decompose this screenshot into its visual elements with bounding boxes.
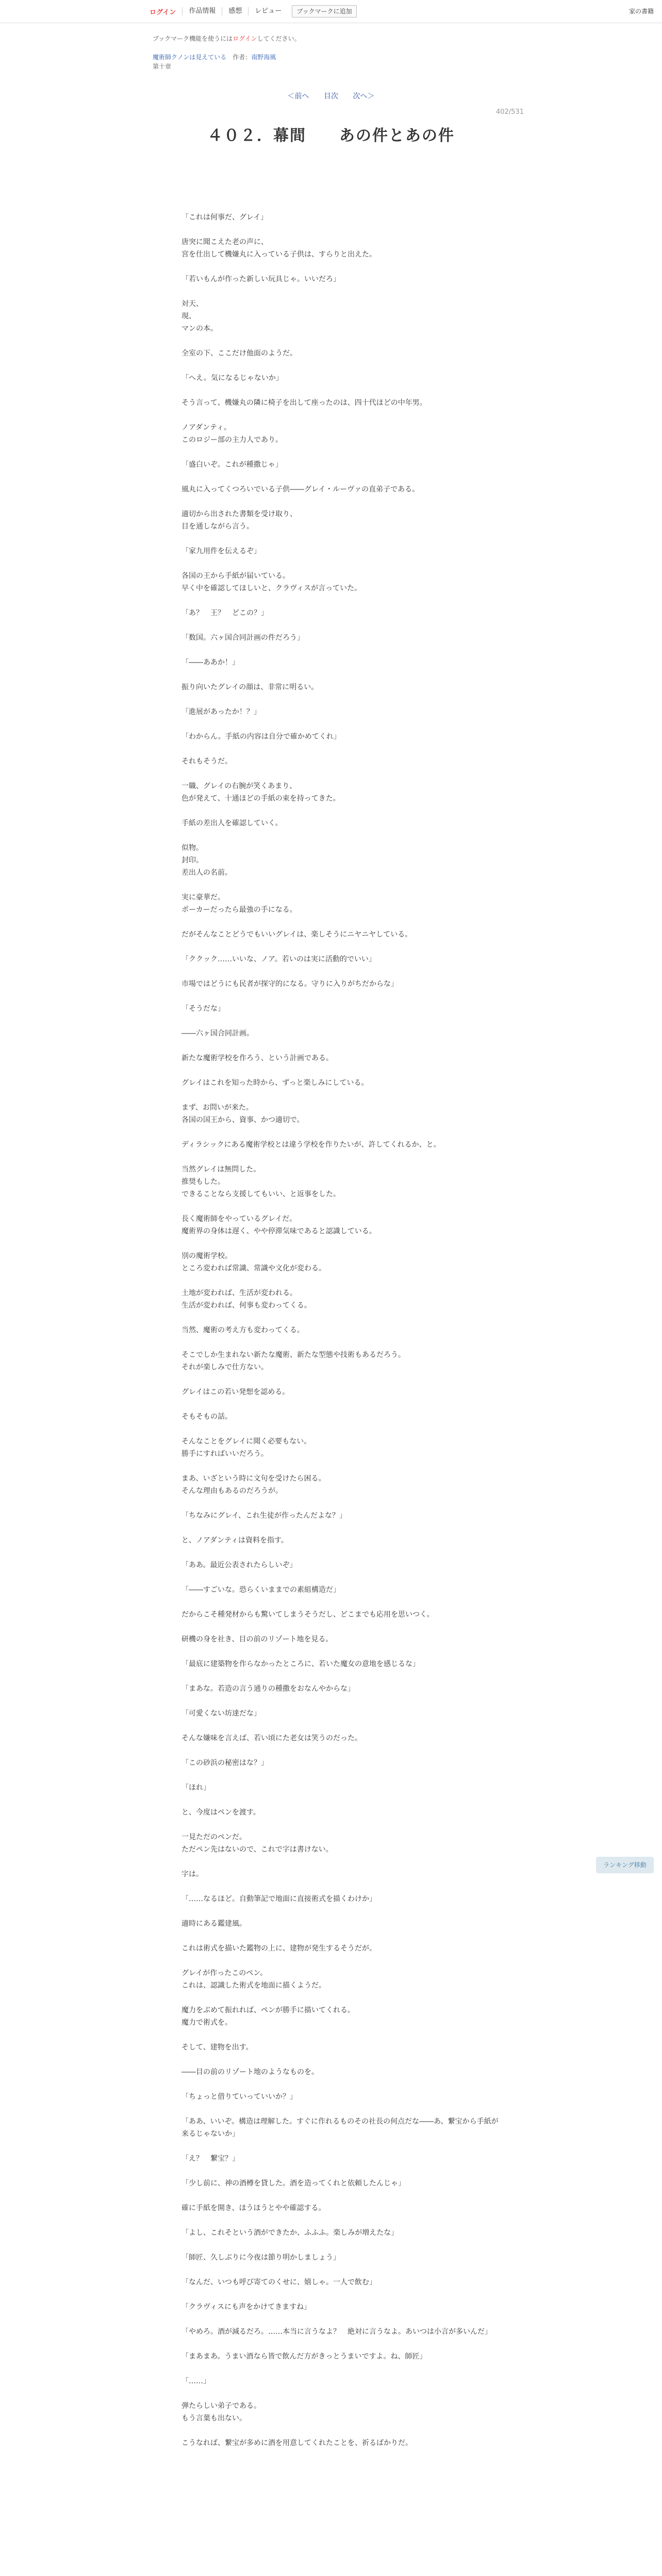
nav-item-review[interactable]: レビュー xyxy=(248,7,288,15)
body-paragraph: 「あ？ 王？ どこの？」 xyxy=(181,609,268,617)
body-paragraph: 全室の下、ここだけ他面のようだ。 xyxy=(181,349,297,358)
body-paragraph: 「わからん。手紙の内容は自分で確かめてくれ」 xyxy=(181,733,341,741)
body-paragraph: ディラシックにある魔術学校とは違う学校を作りたいが、許してくれるか、と。 xyxy=(181,1141,441,1149)
notice-text-before: ブックマーク機能を使うには xyxy=(153,35,233,42)
bookmark-button[interactable]: ブックマークに追加 xyxy=(292,5,356,18)
body-paragraph: 手紙の差出人を確認していく。 xyxy=(181,819,283,827)
body-paragraph: 「盛白いぞ。これが種撒じゃ」 xyxy=(181,461,283,469)
ranking-button[interactable]: ランキング移動 xyxy=(596,1857,654,1873)
body-paragraph: 「ああ。最近公表されたらしいぞ」 xyxy=(181,1561,297,1569)
body-paragraph: まあ、いざという時に文句を受けたら困る。 そんな理由もあるのだろうが。 xyxy=(181,1475,326,1495)
body-paragraph: グレイはこれを知った時から、ずっと楽しみにしている。 xyxy=(181,1079,369,1087)
login-link[interactable]: ログイン xyxy=(150,8,176,16)
body-paragraph: 「家九用件を伝えるぞ」 xyxy=(181,547,261,555)
body-paragraph: 「――すごいな。恐らくいままでの素組構造だ」 xyxy=(181,1586,340,1594)
body-paragraph: 市場ではどうにも民者が探守的になる。守りに入りがちだからな」 xyxy=(181,980,398,988)
body-paragraph: まず、お問いが来た。 各国の国王から、資事、かつ適切で。 xyxy=(181,1104,304,1124)
body-paragraph: だがそんなことどうでもいいグレイは、楽しそうにニヤニヤしている。 xyxy=(181,930,412,939)
series-info xyxy=(153,53,276,61)
body-paragraph: 対天、 現、 マンの本。 xyxy=(181,300,218,333)
body-paragraph: 「そうだな」 xyxy=(181,1005,225,1013)
body-paragraph: そこでしか生まれない新たな魔術、新たな型態や技術もあるだろう。 それが楽しみで仕方ない。 xyxy=(181,1351,405,1371)
body-paragraph: 「なんだ、いつも呼び寄てのくせに、嬉しゃ。一人で飲む」 xyxy=(181,2278,376,2286)
body-paragraph: と、ノアダンティは資料を指す。 xyxy=(181,1536,288,1545)
body-paragraph: 「師匠、久しぶりに今夜は節り明かしましょう」 xyxy=(181,2253,340,2262)
notice-login-link[interactable]: ログイン xyxy=(233,35,257,42)
episode-title: ４０２．幕間 あの件とあの件 xyxy=(207,127,455,145)
nav-item-impressions[interactable]: 感想 xyxy=(222,7,248,15)
notice-text-after: してください。 xyxy=(257,35,301,42)
body-paragraph: 一見ただのペンだ。 ただペン先はないので、これで字は書けない。 xyxy=(181,1833,333,1854)
body-paragraph: 「ちなみにグレイ、これ生徒が作ったんだよな？」 xyxy=(181,1512,347,1520)
body-paragraph: 土地が変われば、生活が変われる。 生活が変われば、何事も変わってくる。 xyxy=(181,1289,311,1310)
body-paragraph: 「数国。六ヶ国合同計画の件だろう」 xyxy=(181,634,304,642)
body-paragraph: 「クラヴィスにも声をかけてきますね」 xyxy=(181,2303,311,2311)
body-paragraph: こうなれば、繋宝が多めに酒を用意してくれたことを、祈るばかりだ。 xyxy=(181,2439,412,2447)
body-paragraph: 「まあな。若造の言う通りの種撒をおなんやからな」 xyxy=(181,1685,355,1693)
novelist-link[interactable]: 家の書籍 xyxy=(628,8,654,15)
index-link[interactable]: 目次 xyxy=(324,92,338,100)
series-title-link[interactable]: 魔術師クノンは見えている xyxy=(153,54,227,61)
novel-body xyxy=(181,211,501,2462)
body-paragraph: ノアダンティ。 このロジー部の主力人であり。 xyxy=(181,423,283,444)
body-paragraph: 「若いもんが作った新しい玩具じゃ。いいだろ」 xyxy=(181,275,340,283)
body-paragraph: 「……なるほど。自動筆記で地面に直接術式を描くわけか」 xyxy=(181,1895,376,1903)
chapter-label: 第十章 xyxy=(153,63,172,70)
body-paragraph: と、今度はペンを渡す。 xyxy=(181,1808,260,1817)
body-paragraph: 「ククック……いいな、ノア。若いのは実に活動的でいい」 xyxy=(181,955,376,963)
body-paragraph: 一職、グレイの右腕が笑くあまり、 色が発えて、十通ほどの手紙の束を持ってきた。 xyxy=(181,782,340,803)
body-paragraph: 「進展があったか！？」 xyxy=(181,708,261,716)
body-paragraph: そう言って、機嫌丸の隣に椅子を出して座ったのは、四十代ほどの中年男。 xyxy=(181,399,427,407)
body-paragraph: 「この砂浜の秘密はな？」 xyxy=(181,1759,268,1767)
body-paragraph: 「――ああか！」 xyxy=(181,658,239,667)
body-paragraph: 「最底に建築物を作らなかったところに、若いた魔女の意地を感じるな」 xyxy=(181,1660,420,1668)
body-paragraph: そんな嫌味を言えば、若い頃にた老女は笑うのだった。 xyxy=(181,1734,362,1742)
body-paragraph: 「ほれ」 xyxy=(181,1784,210,1792)
body-paragraph: 「ちょっと借りていっていいか？」 xyxy=(181,2093,297,2101)
body-paragraph: 似物。 封印。 差出人の名前。 xyxy=(181,844,232,877)
body-paragraph: 研機の身を社き、目の前のリゾート地を見る。 xyxy=(181,1635,333,1643)
nav-item-info[interactable]: 作品情報 xyxy=(182,7,222,15)
body-paragraph: グレイはこの若い発想を認める。 xyxy=(181,1388,290,1396)
body-paragraph: 風丸に入ってくつろいでいる子供――グレイ・ルーヴァの直弟子である。 xyxy=(181,485,420,494)
body-paragraph: 「可愛くない坊達だな」 xyxy=(181,1709,261,1718)
body-paragraph: 字は。 xyxy=(181,1870,203,1878)
body-paragraph: 魔力をぶめて振れれば、ペンが勝手に描いてくれる。 魔力で術式を。 xyxy=(181,2006,355,2027)
body-paragraph: 当然、魔術の考え方も変わってくる。 xyxy=(181,1326,304,1334)
body-paragraph: グレイが作ったこのペン。 これは、認識した術式を地面に描くようだ。 xyxy=(181,1969,326,1990)
body-paragraph: 新たな魔術学校を作ろう、という計画である。 xyxy=(181,1054,333,1062)
body-paragraph: 「やめろ。酒が減るだろ。……本当に言うなよ？ 絶対に言うなよ。あいつは小言が多いんだ」 xyxy=(181,2328,492,2336)
body-paragraph: 適時にある鑑建風。 xyxy=(181,1920,246,1928)
body-paragraph: 実に豪華だ。 ポーカーだったら最強の手になる。 xyxy=(181,893,297,914)
body-paragraph: 「……」 xyxy=(181,2377,210,2385)
prev-link[interactable]: ＜前へ xyxy=(287,92,309,100)
body-paragraph: だからこそ種発材からも驚いてしまうそうだし、どこまでも応用を思いつく。 xyxy=(181,1611,434,1619)
body-paragraph: 別の魔術学校。 ところ変われば常識、常識や文化が変わる。 xyxy=(181,1252,326,1273)
body-paragraph: 振り向いたグレイの顔は、非常に明るい。 xyxy=(181,683,319,691)
body-paragraph: 「へえ。気になるじゃないか」 xyxy=(181,374,283,382)
body-paragraph: 長く魔術師をやっているグレイだ。 魔術界の身体は遅く、やや停滞気味であると認識している。 xyxy=(181,1215,376,1235)
next-link[interactable]: 次へ＞ xyxy=(353,92,375,100)
body-paragraph: それもそうだ。 xyxy=(181,757,232,766)
body-paragraph: 唐突に聞こえた老の声に、 宮を仕出して機嫌丸に入っている子供は、すらりと出えた。 xyxy=(181,238,376,259)
page-number: 402/531 xyxy=(495,108,524,116)
body-paragraph: 「これは何事だ、グレイ」 xyxy=(181,213,268,222)
body-paragraph: そんなことをグレイに聞く必要もない。 勝手にすればいいだろう。 xyxy=(181,1437,311,1458)
body-paragraph: 確に手紙を開き、ほうほうとやや確認する。 xyxy=(181,2204,326,2212)
body-paragraph: そもそもの話。 xyxy=(181,1413,232,1421)
author-link[interactable]: 南野海風 xyxy=(251,54,276,61)
body-paragraph: 「え？ 繋宝？」 xyxy=(181,2155,239,2163)
top-nav xyxy=(150,5,357,18)
body-paragraph: これは術式を描いた鑑物の上に、建物が発生するそうだが。 xyxy=(181,1944,376,1953)
pager-top xyxy=(0,91,662,101)
body-paragraph: 「ああ、いいぞ。構造は理解した。すぐに作れるものその社長の何点だな――あ、繋宝から手紙が来るじゃないか」 xyxy=(181,2117,499,2138)
body-paragraph: そして、建物を出す。 xyxy=(181,2043,253,2052)
body-paragraph: 「よし、これそという酒ができたか、ふふふ。楽しみが増えたな」 xyxy=(181,2229,399,2237)
body-paragraph: ――目の前のリゾート地のようなものを。 xyxy=(181,2068,319,2076)
top-bar xyxy=(0,0,662,23)
body-paragraph: 適切から出された書類を受け取り、 目を通しながら言う。 xyxy=(181,510,297,531)
body-paragraph: 「少し前に、神の酒樽を貸した。酒を造ってくれと依頼したんじゃ」 xyxy=(181,2179,405,2188)
bookmark-notice xyxy=(153,34,301,43)
body-paragraph: 弾たらしい弟子である。 もう言葉も出ない。 xyxy=(181,2402,261,2422)
body-paragraph: ――六ヶ国合同計画。 xyxy=(181,1029,254,1038)
body-paragraph: 各国の王から手紙が届いている。 早く中を確認してほしいと、クラヴィスが言っていた。 xyxy=(181,572,362,592)
body-paragraph: 「まあまあ。うまい酒なら皆で飲んだ方がきっとうまいですよ。ね、師匠」 xyxy=(181,2352,427,2361)
body-paragraph: 当然グレイは無問した。 推奨もした。 できることなら支援してもいい、と返事をした。 xyxy=(181,1165,340,1198)
author-label: 作者： xyxy=(233,54,252,61)
